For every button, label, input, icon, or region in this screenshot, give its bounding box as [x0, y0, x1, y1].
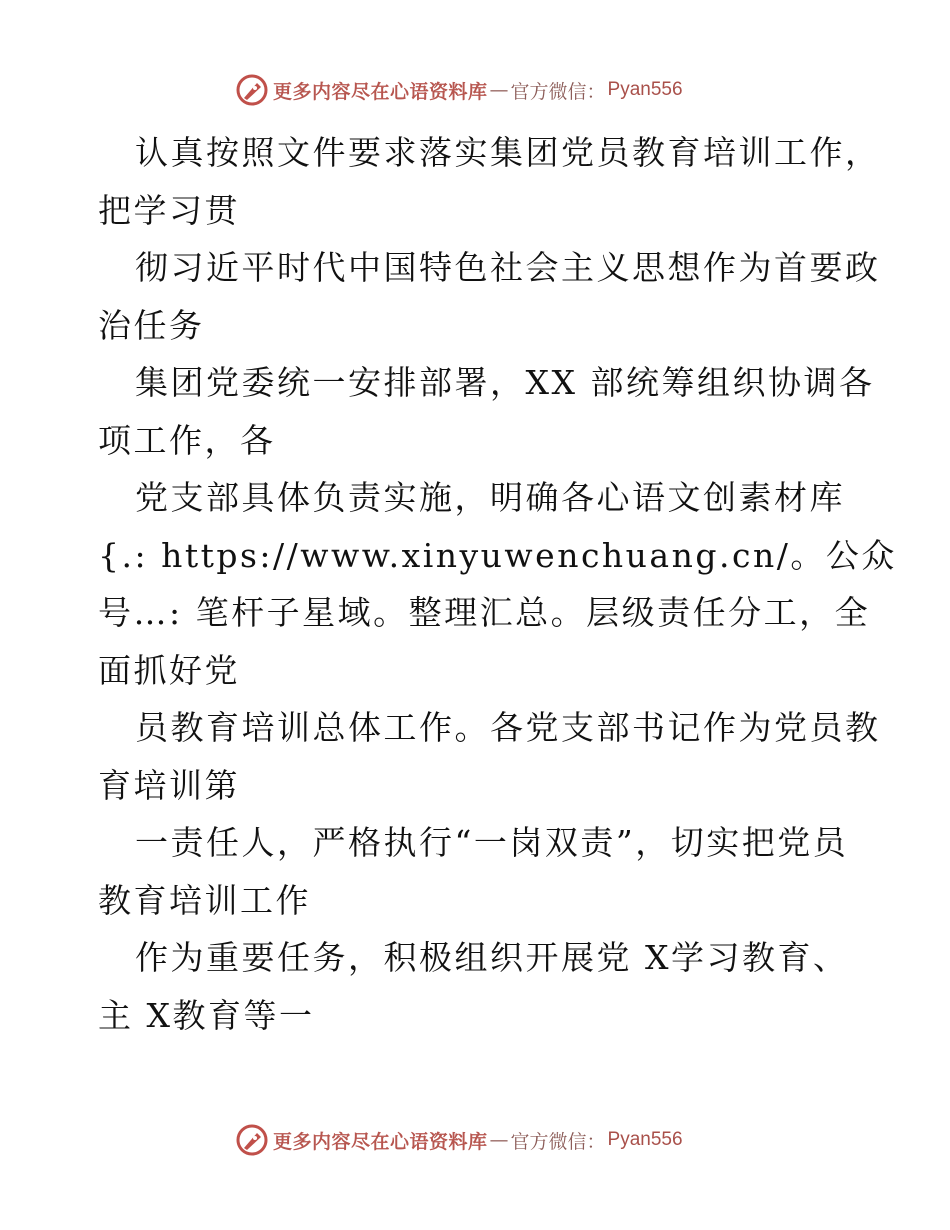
body-line: 主 X教育等一	[98, 995, 315, 1035]
watermark-wechat-label: 官方微信：	[510, 80, 606, 103]
pen-nib-logo-icon	[235, 1123, 269, 1157]
body-line: 育培训第	[98, 765, 240, 805]
body-line: 一责任人，严格执行“一岗双责”，切实把党员	[135, 823, 849, 862]
body-line: 面抓好党	[98, 650, 240, 690]
header-watermark	[235, 72, 683, 108]
watermark-site-text: 更多内容尽在心语资料库	[273, 80, 488, 103]
body-line: 治任务	[98, 305, 205, 345]
watermark-site-text: 更多内容尽在心语资料库	[273, 1130, 488, 1153]
body-line: 把学习贯	[98, 190, 240, 230]
body-line: 作为重要任务，积极组织开展党 X学习教育、	[135, 938, 849, 977]
body-line: {.: https://www.xinyuwenchuang.cn/。公众	[98, 535, 897, 575]
body-line: 党支部具体负责实施，明确各心语文创素材库	[135, 478, 845, 517]
footer-watermark	[235, 1122, 683, 1158]
pen-nib-logo-icon	[235, 73, 269, 107]
watermark-separator: —	[489, 1129, 509, 1151]
watermark-wechat-id: Pyan556	[607, 79, 683, 100]
body-line: 集团党委统一安排部署，XX 部统筹组织协调各	[135, 363, 875, 402]
body-line: 认真按照文件要求落实集团党员教育培训工作，	[135, 133, 881, 172]
watermark-wechat-id: Pyan556	[607, 1129, 683, 1150]
watermark-wechat-label: 官方微信：	[510, 1130, 606, 1153]
watermark-separator: —	[489, 79, 509, 101]
body-line: 教育培训工作	[98, 880, 311, 920]
body-line: 号…: 笔杆子星域。整理汇总。层级责任分工，全	[98, 593, 871, 632]
body-line: 员教育培训总体工作。各党支部书记作为党员教	[135, 708, 881, 747]
document-body	[98, 124, 897, 1044]
body-line: 彻习近平时代中国特色社会主义思想作为首要政	[135, 248, 881, 287]
body-line: 项工作，各	[98, 420, 276, 460]
